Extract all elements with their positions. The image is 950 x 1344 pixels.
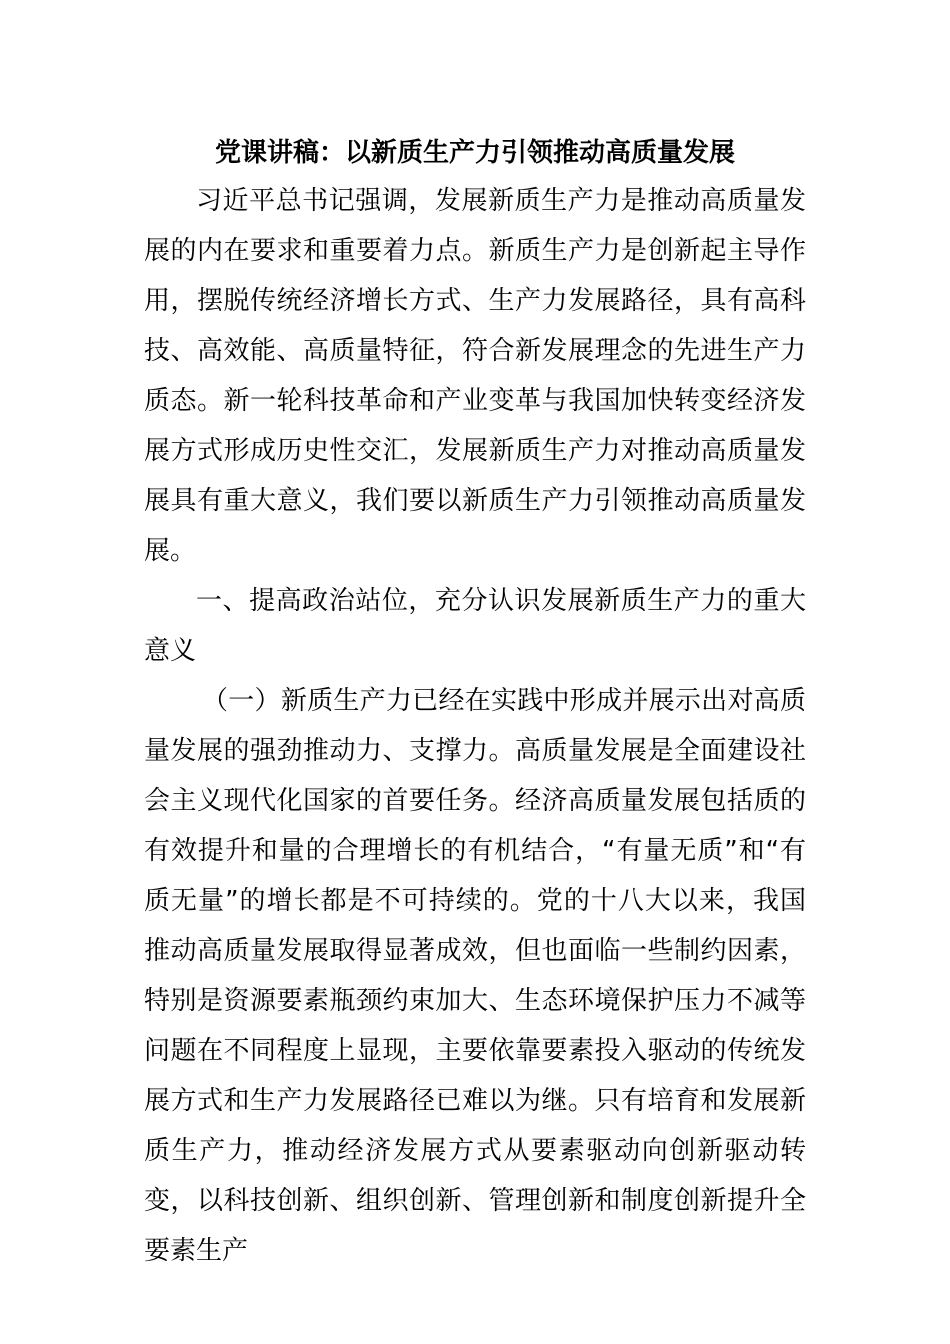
- intro-paragraph: 习近平总书记强调，发展新质生产力是推动高质量发展的内在要求和重要着力点。新质生产力是创新起主导作用，摆脱传统经济增长方式、生产力发展路径，具有高科技、高效能、高质量特征，符合新发展理念的先进生产力质态。新一轮科技革命和产业变革与我国加快转变经济发展方式形成历史性交汇，发展新质生产力对推动高质量发展具有重大意义，我们要以新质生产力引领推动高质量发展。: [144, 186, 806, 566]
- document-title: 党课讲稿：以新质生产力引领推动高质量发展: [214, 138, 735, 168]
- section-heading: 一、提高政治站位，充分认识发展新质生产力的重大意义: [144, 586, 806, 666]
- subsection-paragraph: （一）新质生产力已经在实践中形成并展示出对高质量发展的强劲推动力、支撑力。高质量发展是全面建设社会主义现代化国家的首要任务。经济高质量发展包括质的有效提升和量的合理增长的有机结合，“有量无质”和“有质无量”的增长都是不可持续的。党的十八大以来，我国推动高质量发展取得显著成效，但也面临一些制约因素，特别是资源要素瓶颈约束加大、生态环境保护压力不减等问题在不同程度上显现，主要依靠要素投入驱动的传统发展方式和生产力发展路径已难以为继。只有培育和发展新质生产力，推动经济发展方式从要素驱动向创新驱动转变，以科技创新、组织创新、管理创新和制度创新提升全要素生产: [144, 686, 806, 1266]
- document-body: [144, 176, 806, 1276]
